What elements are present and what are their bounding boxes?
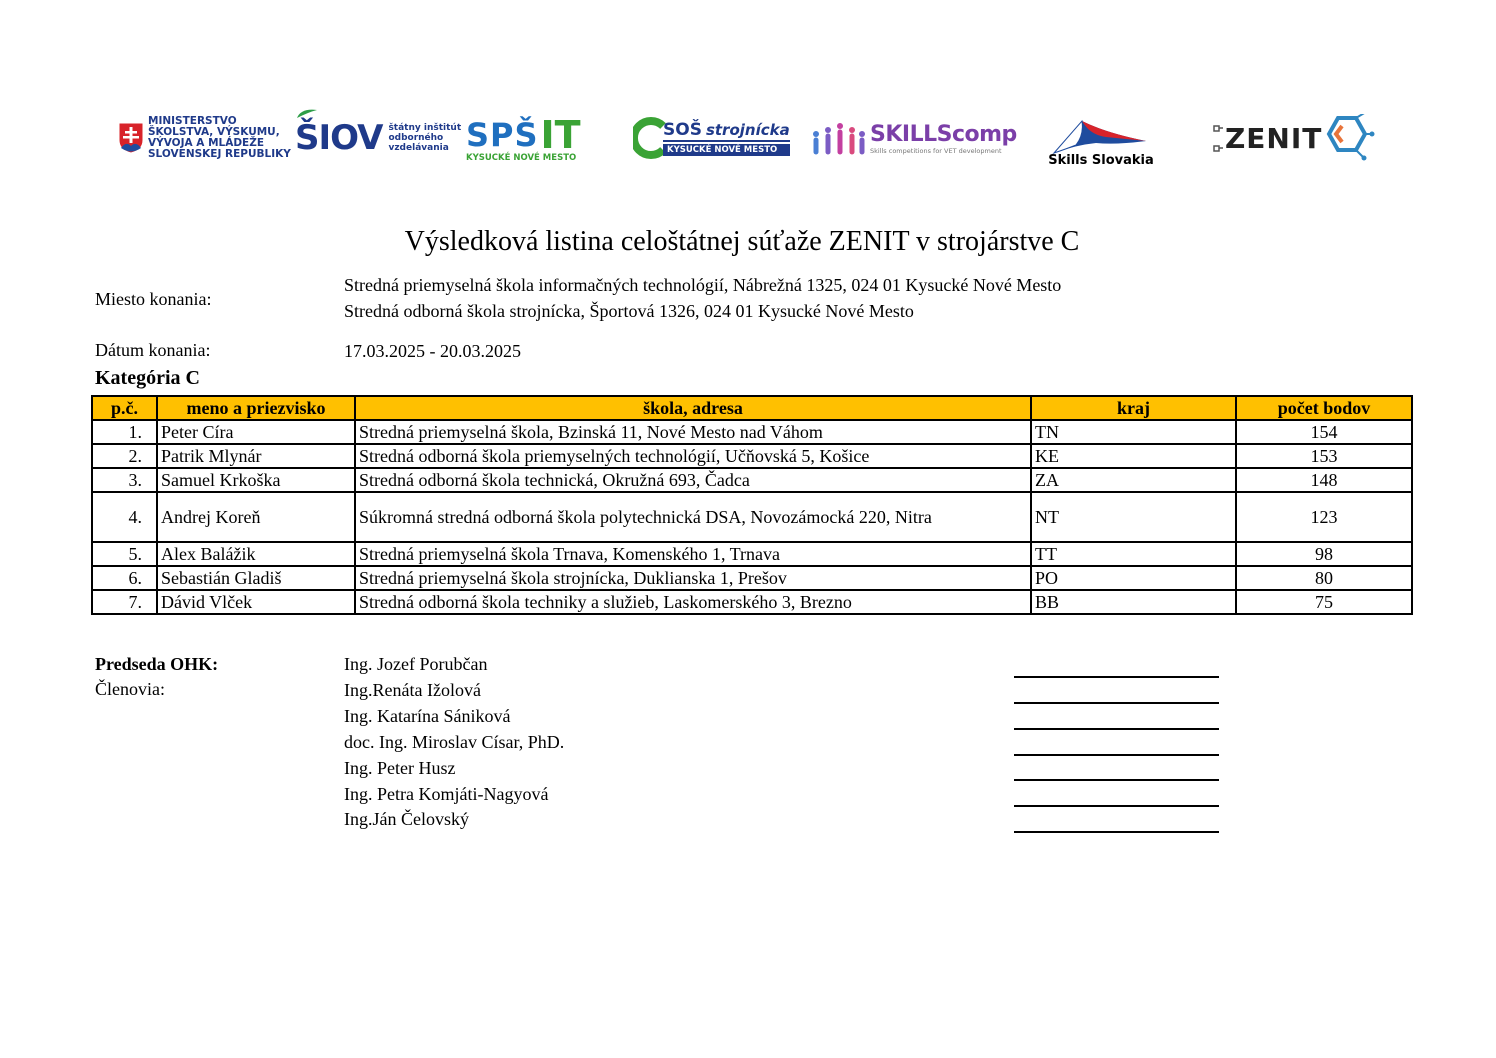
gear-c-icon [633,116,667,160]
header-region: kraj [1031,396,1236,420]
skillscomp-logo [810,108,1017,168]
header-number: p.č. [92,396,157,420]
ministry-line-2: ŠKOLSTVA, VÝSKUMU, [148,126,280,138]
ministry-logo [118,108,291,168]
cell-name: Dávid Vlček [157,590,355,614]
skills-slovakia-wordmark: Skills Slovakia [1048,153,1154,168]
ministry-line-4: SLOVENSKEJ REPUBLIKY [148,148,291,160]
cell-school: Stredná priemyselná škola, Bzinská 11, Nové Mesto nad Váhom [355,420,1031,444]
committee-member: Ing. Peter Husz [344,758,456,778]
siov-logo [295,108,461,168]
cell-region: PO [1031,566,1236,590]
date-value: 17.03.2025 - 20.03.2025 [344,341,521,361]
cell-number: 3. [92,468,157,492]
venue-line-2: Stredná odborná škola strojnícka, Športová 1326, 024 01 Kysucké Nové Mesto [344,301,914,321]
committee-member: Ing. Petra Komjáti-Nagyová [344,784,549,804]
cell-name: Alex Balážik [157,542,355,566]
committee-member: Ing. Katarína Sániková [344,706,511,726]
cell-region: TN [1031,420,1236,444]
cell-school: Stredná odborná škola techniky a služieb, Laskomerského 3, Brezno [355,590,1031,614]
zenit-logo [1213,108,1376,168]
signature-line [1014,779,1219,781]
cell-name: Andrej Koreň [157,492,355,542]
table-row [92,542,1412,566]
sos-subtitle: KYSUCKÉ NOVÉ MESTO [663,144,790,156]
circuit-hexagon-icon [1322,114,1376,162]
header-school: škola, adresa [355,396,1031,420]
signature-line [1014,728,1219,730]
siov-sub-1: štátny inštitút [388,123,462,133]
siov-wordmark: ŠIOV [295,118,383,158]
committee-member: Ing. Jozef Porubčan [344,654,488,674]
table-row [92,444,1412,468]
people-icon [810,120,866,156]
chair-label: Predseda OHK: [95,654,219,674]
cell-region: KE [1031,444,1236,468]
cell-points: 154 [1236,420,1412,444]
committee-member: doc. Ing. Miroslav Císar, PhD. [344,732,565,752]
sos-strojnicka-logo [633,108,790,168]
cell-region: BB [1031,590,1236,614]
table-row [92,590,1412,614]
table-row [92,420,1412,444]
signature-line [1014,831,1219,833]
sps-wordmark: SPŠ [466,116,539,154]
ministry-line-3: VÝVOJA A MLÁDEŽE [148,137,265,149]
cell-points: 153 [1236,444,1412,468]
header-name: meno a priezvisko [157,396,355,420]
cell-name: Peter Círa [157,420,355,444]
cell-region: ZA [1031,468,1236,492]
signature-line [1014,702,1219,704]
it-wordmark: IT [540,113,581,157]
cell-school: Stredná odborná škola priemyselných technológií, Učňovská 5, Košice [355,444,1031,468]
cell-points: 98 [1236,542,1412,566]
cell-number: 2. [92,444,157,468]
cell-points: 75 [1236,590,1412,614]
cell-school: Stredná priemyselná škola Trnava, Komenského 1, Trnava [355,542,1031,566]
signature-line [1014,676,1219,678]
cell-name: Samuel Krkoška [157,468,355,492]
signature-line [1014,754,1219,756]
slovak-coat-of-arms-icon [118,122,144,154]
cell-school: Stredná odborná škola technická, Okružná 693, Čadca [355,468,1031,492]
flag-wave-icon [1046,119,1156,155]
skillscomp-wordmark: SKILLScomp [870,121,1017,147]
cell-points: 123 [1236,492,1412,542]
cell-name: Patrik Mlynár [157,444,355,468]
cell-points: 148 [1236,468,1412,492]
table-header-row [92,396,1412,420]
siov-sub-2: odborného [388,133,444,143]
cell-points: 80 [1236,566,1412,590]
cell-region: TT [1031,542,1236,566]
cell-number: 5. [92,542,157,566]
committee-member: Ing.Ján Čelovský [344,809,469,829]
cell-number: 7. [92,590,157,614]
venue-line-1: Stredná priemyselná škola informačných technológií, Nábrežná 1325, 024 01 Kysucké Nové Mesto [344,275,1062,295]
cell-number: 1. [92,420,157,444]
cell-school: Stredná priemyselná škola strojnícka, Duklianska 1, Prešov [355,566,1031,590]
page-title: Výsledková listina celoštátnej súťaže ZENIT v strojárstve C [404,226,1080,257]
venue-label: Miesto konania: [95,289,212,309]
sps-it-logo [466,108,581,168]
cell-region: NT [1031,492,1236,542]
date-label: Dátum konania: [95,340,211,360]
sps-subtitle: KYSUCKÉ NOVÉ MESTO [466,153,577,163]
siov-sub-3: vzdelávania [388,143,449,153]
table-row [92,566,1412,590]
skills-slovakia-logo [1046,108,1156,168]
members-label: Členovia: [95,679,165,699]
zenit-wordmark: ZENIT [1225,121,1323,155]
logo-bar [0,108,1496,172]
category-heading: Kategória C [95,367,200,389]
cell-number: 4. [92,492,157,542]
committee-member: Ing.Renáta Ižolová [344,680,481,700]
skillscomp-subtitle: Skills competitions for VET development [870,146,1002,155]
header-points: počet bodov [1236,396,1412,420]
results-table [91,395,1413,615]
signature-line [1014,805,1219,807]
table-row [92,492,1412,542]
cell-number: 6. [92,566,157,590]
cell-school: Súkromná stredná odborná škola polytechnická DSA, Novozámocká 220, Nitra [355,492,1031,542]
circuit-left-icon [1213,118,1223,158]
sos-wordmark: SOŠ [663,120,702,140]
leaf-icon [295,108,319,120]
ministry-line-1: MINISTERSTVO [148,115,237,127]
table-row [92,468,1412,492]
cell-name: Sebastián Gladiš [157,566,355,590]
sos-italic: strojnícka [705,121,790,139]
